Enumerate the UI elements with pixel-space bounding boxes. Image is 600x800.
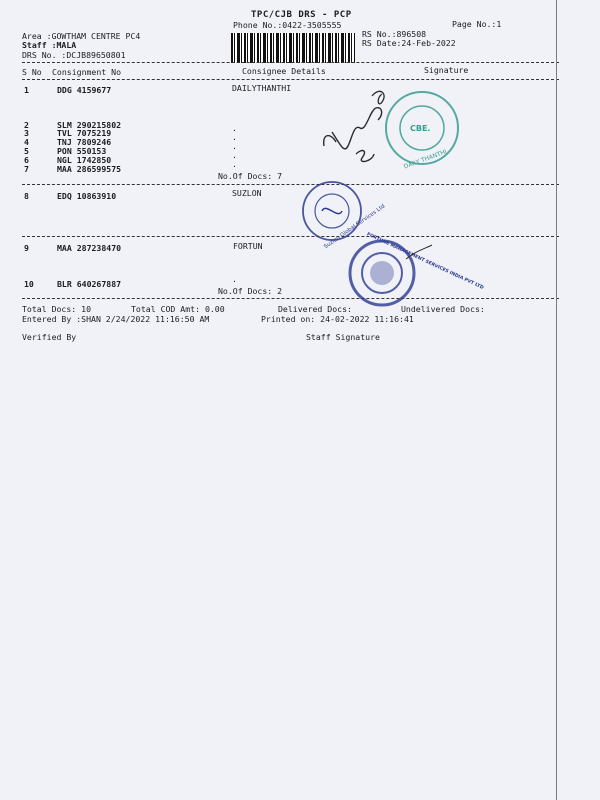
page-edge (556, 0, 557, 800)
consignment-number: EDQ 10863910 (57, 191, 117, 201)
row-sno: 8 (24, 191, 29, 201)
stamp-text: CBE. (410, 124, 431, 133)
phone-number: Phone No.:0422-3505555 (233, 20, 342, 30)
stamp-text: Suzlon Global Services Ltd (323, 203, 387, 251)
staff-signature: Staff Signature (306, 332, 380, 342)
no-of-docs: No.Of Docs: 2 (218, 286, 283, 296)
consignee-name: FORTUN (233, 241, 263, 251)
stamp-text: DAILY THANTHI (402, 148, 448, 171)
consignment-number: TNJ 7809246 (57, 137, 112, 147)
delivered-docs: Delivered Docs: (278, 304, 352, 314)
total-docs: Total Docs: 10 (22, 304, 92, 314)
consignee-name: SUZLON (232, 188, 262, 198)
row-sno: 5 (24, 146, 29, 156)
consignment-number: BLR 640267887 (57, 279, 122, 289)
barcode-image (231, 33, 355, 63)
page-number: Page No.:1 (452, 19, 502, 29)
rs-date: RS Date:24-Feb-2022 (362, 38, 456, 48)
consignment-number: MAA 287238470 (57, 243, 122, 253)
divider (22, 184, 559, 185)
col-header-consignment: Consignment No (52, 67, 122, 77)
row-sno: 1 (24, 85, 29, 95)
consignment-number: PON 550153 (57, 146, 107, 156)
drs-number: DRS No. :DCJB89650801 (22, 50, 126, 60)
rs-number: RS No.:896508 (362, 29, 427, 39)
total-cod-amount: Total COD Amt: 0.00 (131, 304, 225, 314)
printed-on: Printed on: 24-02-2022 11:16:41 (261, 314, 414, 324)
suzlon-stamp (296, 178, 387, 251)
consignment-number: DDG 4159677 (57, 85, 112, 95)
row-sno: 4 (24, 137, 29, 147)
consignee-name: DAILYTHANTHI (232, 83, 292, 93)
area-label: Area :GOWTHAM CENTRE PC4 (22, 31, 141, 41)
divider (22, 236, 559, 237)
divider (22, 298, 559, 299)
dot: . (232, 159, 237, 169)
row-sno: 10 (24, 279, 34, 289)
dot: . (232, 150, 237, 160)
consignment-number: TVL 7075219 (57, 128, 112, 138)
divider (22, 62, 559, 63)
consignment-number: MAA 286599575 (57, 164, 122, 174)
row-sno: 3 (24, 128, 29, 138)
dot: . (232, 274, 237, 284)
col-header-signature: Signature (424, 65, 469, 75)
col-header-sno: S No (22, 67, 42, 77)
staff-label: Staff :MALA (22, 40, 77, 50)
row-sno: 6 (24, 155, 29, 165)
consignment-number: SLM 290215802 (57, 120, 122, 130)
stamp-text: FORTUNE MANAGEMENT SERVICES INDIA PVT LTD (365, 232, 485, 291)
document-title: TPC/CJB DRS - PCP (251, 10, 352, 20)
no-of-docs: No.Of Docs: 7 (218, 171, 283, 181)
dot: . (232, 132, 237, 142)
undelivered-docs: Undelivered Docs: (401, 304, 485, 314)
row-sno: 7 (24, 164, 29, 174)
row-sno: 2 (24, 120, 29, 130)
row-sno: 9 (24, 243, 29, 253)
signature-and-daily-thanthi-stamp (310, 84, 470, 174)
divider (22, 79, 559, 80)
col-header-consignee: Consignee Details (242, 66, 326, 76)
dot: . (232, 141, 237, 151)
entered-by: Entered By :SHAN 2/24/2022 11:16:50 AM (22, 314, 210, 324)
verified-by: Verified By (22, 332, 77, 342)
dot: . (232, 123, 237, 133)
consignment-number: NGL 1742850 (57, 155, 112, 165)
